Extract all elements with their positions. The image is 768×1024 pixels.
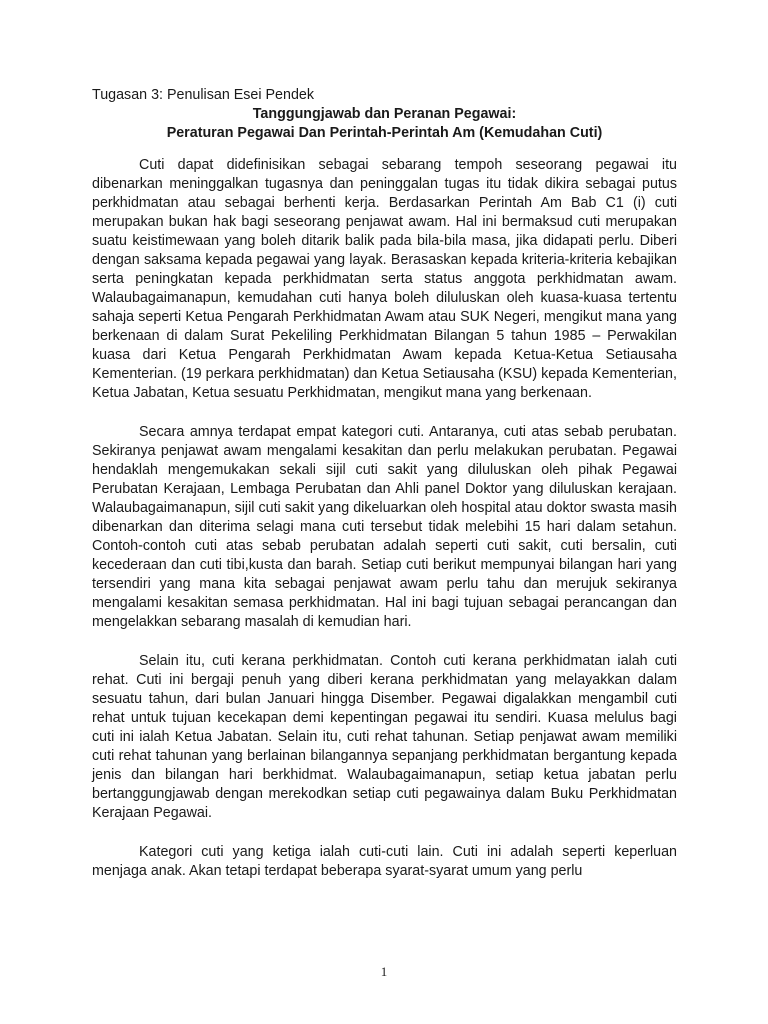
assignment-label: Tugasan 3: Penulisan Esei Pendek	[92, 87, 315, 103]
title-line-2: Peraturan Pegawai Dan Perintah-Perintah Am (Kemudahan Cuti)	[166, 125, 603, 141]
paragraph-other-leave: Kategori cuti yang ketiga ialah cuti-cuti lain. Cuti ini adalah seperti keperluan menjaga anak. Akan tetapi terdapat beberapa syarat-syarat umum yang perlu	[92, 844, 677, 879]
document-page	[92, 86, 677, 901]
paragraph-definition: Cuti dapat didefinisikan sebagai sebarang tempoh seseorang pegawai itu dibenarkan meninggalkan tugasnya dan peninggalan tugas itu tidak dikira sebagai putus perkhidmatan atau sebagai berhenti kerja. Berdasarkan Perintah Am Bab C1 (i) cuti merupakan bukan hak bagi seseorang penjawat awam. Hal ini bermaksud cuti merupakan suatu keistimewaan yang boleh ditarik balik pada bila-bila masa, jika didapati perlu. Diberi dengan saksama kepada pegawai yang layak. Berasaskan kepada kriteria-kriteria kebajikan serta peningkatan kepada perkhidmatan serta status anggota perkhidmatan awam. Walaubagaimanapun, kemudahan cuti hanya boleh diluluskan oleh kuasa-kuasa tertentu sahaja seperti Ketua Pengarah Perkhidmatan Awam atau SUK Negeri, mengikut mana yang berkenaan di dalam Surat Pekeliling Perkhidmatan Bilangan 5 tahun 1985 – Perwakilan kuasa dari Ketua Pengarah Perkhidmatan Awam kepada Ketua-Ketua Setiausaha Kementerian. (19 perkara perkhidmatan) dan Ketua Setiausaha (KSU) kepada Kementerian, Ketua Jabatan, Ketua sesuatu Perkhidmatan, mengikut mana yang berkenaan.	[92, 157, 677, 401]
paragraph-service-leave: Selain itu, cuti kerana perkhidmatan. Contoh cuti kerana perkhidmatan ialah cuti rehat. Cuti ini bergaji penuh yang diberi kerana perkhidmatan yang melayakkan dalam sesuatu tahun, dari bulan Januari hingga Disember. Pegawai digalakkan mengambil cuti rehat untuk tujuan kecekapan demi kepentingan pegawai itu sendiri. Kuasa melulus bagi cuti ini ialah Ketua Jabatan. Selain itu, cuti rehat tahunan. Setiap penjawat awam memiliki cuti rehat tahunan yang berlainan bilangannya sepanjang perkhidmatan bergantung kepada jenis dan bilangan hari berkhidmat. Walaubagaimanapun, setiap ketua jabatan perlu bertanggungjawab dengan merekodkan setiap cuti pegawainya dalam Buku Perkhidmatan Kerajaan Pegawai.	[92, 653, 677, 821]
page-number: 1	[380, 964, 388, 979]
title-line-1: Tanggungjawab dan Peranan Pegawai:	[252, 106, 517, 122]
paragraph-medical-leave: Secara amnya terdapat empat kategori cuti. Antaranya, cuti atas sebab perubatan. Sekiranya penjawat awam mengalami kesakitan dan perlu melakukan perubatan. Pegawai hendaklah mengemukakan sekali sijil cuti sakit yang diluluskan oleh pihak Pegawai Perubatan Kerajaan, Lembaga Perubatan dan Ahli panel Doktor yang diluluskan kerajaan. Walaubagaimanapun, sijil cuti sakit yang dikeluarkan oleh hospital atau doktor swasta masih dibenarkan dan diterima selagi mana cuti tersebut tidak melebihi 15 hari dalam setahun. Contoh-contoh cuti atas sebab perubatan adalah seperti cuti sakit, cuti bersalin, cuti kecederaan dan cuti tibi,kusta dan barah. Setiap cuti berikut mempunyai bilangan hari yang tersendiri yang mana kita sebagai penjawat awam perlu tahu dan merujuk sekiranya mengalami kesakitan semasa perkhidmatan. Hal ini bagi tujuan sebagai perancangan dan mengelakkan sebarang masalah di kemudian hari.	[92, 424, 677, 630]
